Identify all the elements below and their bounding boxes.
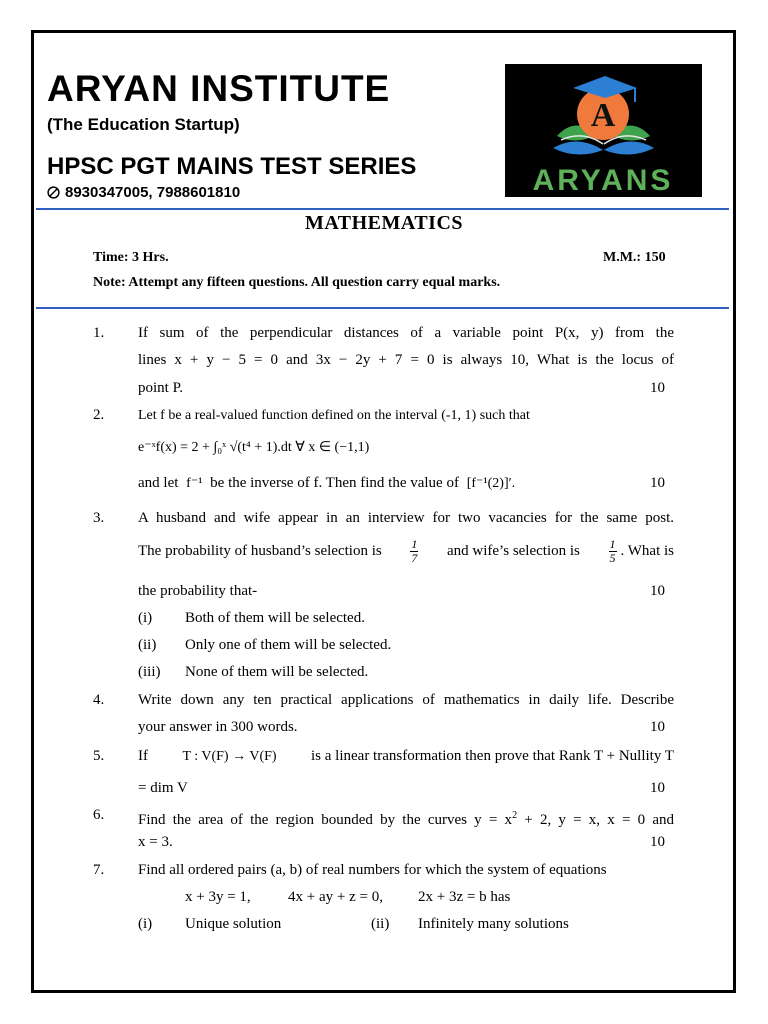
question-marks: 10 — [650, 583, 665, 599]
question-text: and wife’s selection is — [447, 543, 580, 559]
aryans-logo — [505, 64, 702, 197]
question-line — [138, 538, 674, 565]
inverse-function: f⁻¹ — [186, 476, 203, 491]
question-text: If — [138, 748, 148, 764]
question-text: . What is — [620, 543, 674, 559]
sub-part-label: (ii) — [138, 637, 157, 653]
question-marks: 10 — [650, 475, 665, 491]
question-line: A husband and wife appear in an interview for two vacancies for the same post. — [138, 510, 674, 526]
header-divider — [36, 208, 729, 210]
question-line: your answer in 300 words. — [138, 719, 298, 735]
question-number: 4. — [93, 692, 105, 708]
question-line: lines x + y − 5 = 0 and 3x − 2y + 7 = 0 is always 10, What is the locus of — [138, 352, 674, 368]
question-text: + 2, y = x, x = 0 and — [517, 812, 674, 828]
fraction-wife — [609, 538, 617, 565]
question-marks: 10 — [650, 780, 665, 796]
question-number: 2. — [93, 407, 105, 423]
instructions-divider — [36, 307, 729, 309]
equation-3: 2x + 3z = b has — [418, 889, 511, 905]
equation-2: 4x + ay + z = 0, — [288, 889, 383, 905]
question-line — [138, 743, 674, 770]
fraction-husband — [410, 538, 418, 565]
question-number: 7. — [93, 862, 105, 878]
max-marks: M.M.: 150 — [603, 250, 666, 265]
question-line: point P. — [138, 380, 184, 396]
logo-letter: A — [590, 97, 616, 134]
question-line: Write down any ten practical applications of mathematics in daily life. Describe — [138, 692, 674, 708]
logo-graphic — [505, 64, 702, 197]
sub-part-text: Only one of them will be selected. — [185, 637, 392, 653]
question-text: and let — [138, 475, 179, 491]
sub-part-text: Infinitely many solutions — [418, 916, 569, 932]
question-line — [138, 470, 674, 497]
instructions-note: Note: Attempt any fifteen questions. All question carry equal marks. — [93, 275, 501, 290]
exponent: 2 — [512, 810, 518, 821]
phone-numbers: 8930347005, 7988601810 — [65, 184, 241, 201]
fraction-denominator: 7 — [411, 551, 418, 565]
question-marks: 10 — [650, 719, 665, 735]
question-line: = dim V — [138, 780, 188, 796]
question-number: 6. — [93, 807, 105, 823]
question-formula: e⁻ˣf(x) = 2 + ∫₀ˣ √(t⁴ + 1).dt ∀ x ∈ (−1,1) — [138, 440, 370, 455]
subject-title: MATHEMATICS — [304, 212, 464, 234]
fraction-denominator: 5 — [609, 551, 616, 565]
question-line: x = 3. — [138, 834, 173, 850]
sub-part-text: None of them will be selected. — [185, 664, 369, 680]
phone-line — [47, 184, 240, 201]
question-line: If sum of the perpendicular distances of a variable point P(x, y) from the — [138, 325, 674, 341]
question-text: The probability of husband’s selection is — [138, 543, 382, 559]
question-marks: 10 — [650, 834, 665, 850]
logo-wordmark: ARYANS — [532, 164, 674, 197]
question-number: 5. — [93, 748, 105, 764]
institute-tagline: (The Education Startup) — [47, 115, 240, 134]
question-line: the probability that- — [138, 583, 258, 599]
linear-map: T : V(F) → V(F) — [182, 749, 277, 764]
fraction-numerator: 1 — [609, 537, 616, 551]
question-number: 3. — [93, 510, 105, 526]
question-text: be the inverse of f. Then find the value of — [210, 475, 459, 491]
sub-part-label: (ii) — [371, 916, 390, 932]
question-line: Find all ordered pairs (a, b) of real numbers for which the system of equations — [138, 862, 607, 878]
test-series-title: HPSC PGT MAINS TEST SERIES — [47, 153, 417, 180]
sub-part-label: (i) — [138, 610, 153, 626]
phone-icon — [47, 186, 60, 199]
time-allowed: Time: 3 Hrs. — [93, 250, 169, 265]
fraction-numerator: 1 — [411, 537, 418, 551]
derivative-expression: [f⁻¹(2)]′. — [466, 476, 516, 491]
sub-part-label: (i) — [138, 916, 153, 932]
question-number: 1. — [93, 325, 105, 341]
sub-part-text: Unique solution — [185, 916, 282, 932]
sub-part-text: Both of them will be selected. — [185, 610, 365, 626]
question-marks: 10 — [650, 380, 665, 396]
question-text: Find the area of the region bounded by the curves y = x — [138, 812, 513, 828]
question-line: Let f be a real-valued function defined on the interval (-1, 1) such that — [138, 408, 530, 423]
institute-name: ARYAN INSTITUTE — [47, 68, 391, 109]
sub-part-label: (iii) — [138, 664, 161, 680]
question-text: is a linear transformation then prove that Rank T + Nullity T — [311, 748, 674, 764]
equation-1: x + 3y = 1, — [185, 889, 251, 905]
